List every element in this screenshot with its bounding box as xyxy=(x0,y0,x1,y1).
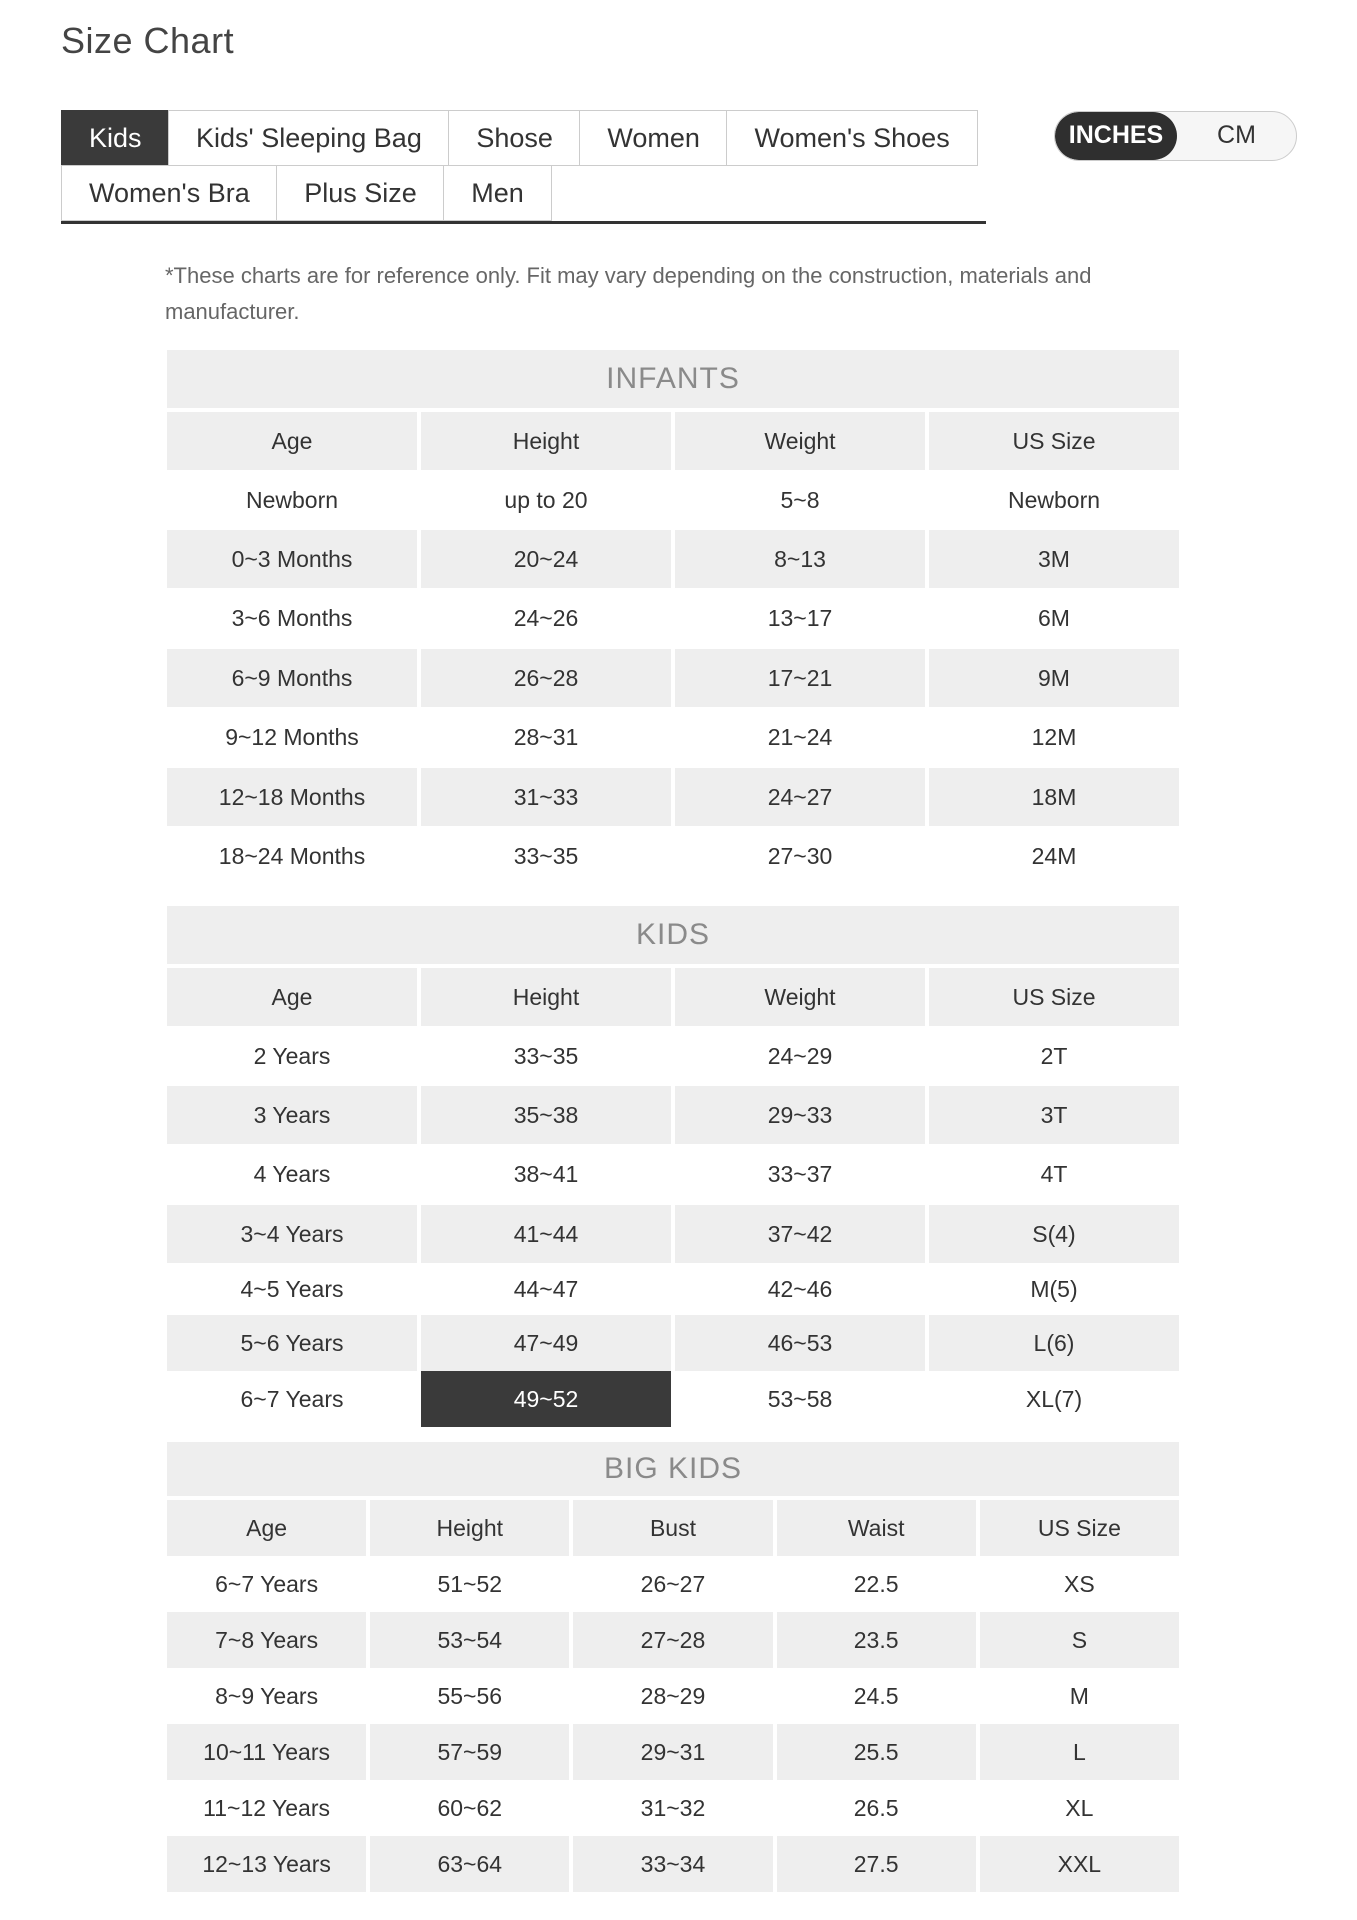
column-header: Weight xyxy=(675,968,925,1026)
table-row xyxy=(167,1026,1179,1086)
table-cell: L xyxy=(980,1724,1179,1780)
table-cell: 20~24 xyxy=(421,530,671,588)
page-title: Size Chart xyxy=(61,20,235,61)
table-cell: 6M xyxy=(1038,605,1070,631)
big-kids-section-title: BIG KIDS xyxy=(167,1442,1179,1496)
table-cell: 5~6 Years xyxy=(167,1315,417,1371)
table-cell: 10~11 Years xyxy=(167,1724,366,1780)
kids-section-title: KIDS xyxy=(167,906,1179,964)
table-cell: 3T xyxy=(929,1086,1179,1144)
table-cell: M(5) xyxy=(1030,1275,1078,1302)
table-cell: 63~64 xyxy=(370,1836,569,1892)
table-cell: 2 Years xyxy=(253,1042,331,1069)
table-row xyxy=(167,1836,1179,1892)
table-cell: 11~12 Years xyxy=(203,1794,331,1821)
column-header: US Size xyxy=(980,1500,1179,1556)
table-cell: 8~9 Years xyxy=(215,1682,319,1709)
table-cell: 12~18 Months xyxy=(167,768,417,826)
table-header-row xyxy=(167,412,1179,470)
table-cell: 18~24 Months xyxy=(218,842,366,869)
table-cell: 38~41 xyxy=(513,1161,579,1187)
kids-section xyxy=(167,906,1179,1427)
table-cell: 27.5 xyxy=(777,1836,976,1892)
table-cell: 4T xyxy=(1040,1161,1068,1187)
table-cell: 29~31 xyxy=(573,1724,772,1780)
table-cell: L(6) xyxy=(929,1315,1179,1371)
table-cell: 27~28 xyxy=(573,1612,772,1668)
table-row xyxy=(167,826,1179,886)
column-header: Weight xyxy=(675,412,925,470)
tab-kids-sleeping-bag[interactable]: Kids' Sleeping Bag xyxy=(168,110,450,166)
table-cell: 12M xyxy=(1031,724,1077,750)
table-cell: 5~8 xyxy=(780,486,820,513)
table-cell: 3 Years xyxy=(167,1086,417,1144)
table-row xyxy=(167,1086,1179,1144)
table-cell: 24~26 xyxy=(513,605,579,631)
table-cell: 44~47 xyxy=(513,1275,579,1302)
table-cell: 53~58 xyxy=(767,1385,833,1412)
table-cell: 29~33 xyxy=(675,1086,925,1144)
tab-kids[interactable]: Kids xyxy=(61,110,170,166)
table-row xyxy=(167,1144,1179,1205)
column-header: US Size xyxy=(929,968,1179,1026)
column-header: Height xyxy=(370,1500,569,1556)
column-header: Age xyxy=(167,1500,366,1556)
unit-toggle xyxy=(1054,111,1297,161)
table-header-row xyxy=(167,1500,1179,1556)
table-row xyxy=(167,1780,1179,1836)
cm-toggle-button[interactable]: CM xyxy=(1217,121,1256,149)
table-cell: 31~32 xyxy=(640,1794,706,1821)
table-cell: 6~7 Years xyxy=(240,1385,344,1412)
table-cell: 37~42 xyxy=(675,1205,925,1263)
table-cell: 31~33 xyxy=(421,768,671,826)
big-kids-section xyxy=(167,1442,1179,1892)
column-header: Bust xyxy=(573,1500,772,1556)
category-tabs xyxy=(61,110,986,224)
table-cell: 2T xyxy=(1040,1042,1068,1069)
infants-section-title: INFANTS xyxy=(167,350,1179,408)
tab-women[interactable]: Women xyxy=(579,110,728,166)
column-header: Height xyxy=(421,968,671,1026)
table-row xyxy=(167,530,1179,588)
column-header: Age xyxy=(167,968,417,1026)
table-row xyxy=(167,470,1179,530)
table-cell: up to 20 xyxy=(504,486,588,513)
table-cell: 26~27 xyxy=(640,1570,706,1597)
table-cell: 53~54 xyxy=(370,1612,569,1668)
table-cell: XS xyxy=(1064,1570,1095,1597)
table-cell: 6~7 Years xyxy=(215,1570,319,1597)
table-cell: S xyxy=(980,1612,1179,1668)
table-cell: 42~46 xyxy=(767,1275,833,1302)
table-row xyxy=(167,1371,1179,1427)
tab-plus-size[interactable]: Plus Size xyxy=(276,165,445,221)
table-cell: S(4) xyxy=(929,1205,1179,1263)
table-cell: Newborn xyxy=(1007,486,1101,513)
table-cell: M xyxy=(1069,1682,1089,1709)
table-cell: 33~35 xyxy=(513,842,579,869)
table-row xyxy=(167,649,1179,707)
table-cell: XL xyxy=(1065,1794,1094,1821)
table-cell: 4 Years xyxy=(253,1161,331,1187)
column-header: Waist xyxy=(777,1500,976,1556)
inches-toggle-button[interactable]: INCHES xyxy=(1055,112,1177,160)
column-header: Age xyxy=(167,412,417,470)
table-row xyxy=(167,707,1179,768)
table-cell: 3~4 Years xyxy=(167,1205,417,1263)
table-cell: XL(7) xyxy=(1025,1385,1083,1412)
table-cell: 9~12 Months xyxy=(225,724,359,750)
table-cell: 25.5 xyxy=(777,1724,976,1780)
tab-men[interactable]: Men xyxy=(443,165,552,221)
kids-table xyxy=(163,968,1183,1427)
table-cell: 24M xyxy=(1031,842,1077,869)
table-row xyxy=(167,1612,1179,1668)
table-cell: 55~56 xyxy=(437,1682,503,1709)
table-row xyxy=(167,588,1179,649)
table-cell: 33~37 xyxy=(767,1161,833,1187)
table-cell: 24~29 xyxy=(767,1042,833,1069)
table-cell: 33~34 xyxy=(573,1836,772,1892)
table-row xyxy=(167,1205,1179,1263)
table-cell: 46~53 xyxy=(675,1315,925,1371)
table-cell: 26.5 xyxy=(853,1794,899,1821)
table-cell: 28~31 xyxy=(513,724,579,750)
table-cell: 26~28 xyxy=(421,649,671,707)
big-kids-table xyxy=(163,1500,1183,1892)
table-cell: 3~6 Months xyxy=(231,605,353,631)
table-header-row xyxy=(167,968,1179,1026)
table-cell: 24.5 xyxy=(853,1682,899,1709)
column-header: Height xyxy=(421,412,671,470)
table-cell: Newborn xyxy=(245,486,339,513)
table-cell: 51~52 xyxy=(437,1570,503,1597)
infants-section xyxy=(167,350,1179,886)
table-cell: 12~13 Years xyxy=(167,1836,366,1892)
table-row xyxy=(167,1668,1179,1724)
table-cell: 18M xyxy=(929,768,1179,826)
table-cell: 6~9 Months xyxy=(167,649,417,707)
tab-divider xyxy=(61,221,986,224)
table-row xyxy=(167,1724,1179,1780)
table-row xyxy=(167,1315,1179,1371)
table-cell: 7~8 Years xyxy=(167,1612,366,1668)
table-cell: 0~3 Months xyxy=(167,530,417,588)
tab-shoes[interactable]: Shose xyxy=(448,110,581,166)
tab-womens-shoes[interactable]: Women's Shoes xyxy=(726,110,977,166)
table-row xyxy=(167,768,1179,826)
table-cell: 17~21 xyxy=(675,649,925,707)
table-cell: 28~29 xyxy=(640,1682,706,1709)
table-cell: 47~49 xyxy=(421,1315,671,1371)
table-cell: 22.5 xyxy=(853,1570,899,1597)
table-cell: 24~27 xyxy=(675,768,925,826)
table-cell: 23.5 xyxy=(777,1612,976,1668)
table-cell: 57~59 xyxy=(370,1724,569,1780)
tab-womens-bra[interactable]: Women's Bra xyxy=(61,165,278,221)
table-cell: XXL xyxy=(980,1836,1179,1892)
table-cell: 8~13 xyxy=(675,530,925,588)
table-cell: 9M xyxy=(929,649,1179,707)
table-cell: 13~17 xyxy=(767,605,833,631)
table-cell: 35~38 xyxy=(421,1086,671,1144)
column-header: US Size xyxy=(929,412,1179,470)
table-cell: 41~44 xyxy=(421,1205,671,1263)
infants-table xyxy=(163,412,1183,886)
highlighted-cell: 49~52 xyxy=(421,1371,671,1427)
table-cell: 21~24 xyxy=(767,724,833,750)
tab-row-1 xyxy=(61,110,986,165)
table-cell: 60~62 xyxy=(437,1794,503,1821)
table-cell: 3M xyxy=(929,530,1179,588)
table-cell: 4~5 Years xyxy=(240,1275,344,1302)
reference-note: *These charts are for reference only. Fit may vary depending on the construction, materials and manufacturer. xyxy=(165,263,1092,324)
table-cell: 27~30 xyxy=(767,842,833,869)
table-cell: 33~35 xyxy=(513,1042,579,1069)
tab-row-2 xyxy=(61,165,986,220)
table-row xyxy=(167,1556,1179,1612)
table-row xyxy=(167,1263,1179,1315)
